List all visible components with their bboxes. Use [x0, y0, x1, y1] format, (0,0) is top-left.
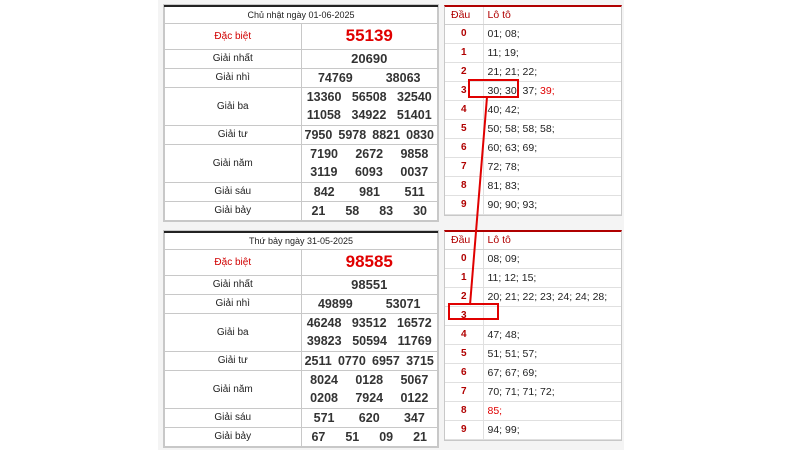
prize-label-sixth: Giải sáu: [165, 408, 302, 427]
loto-numbers: 72; 78;: [487, 160, 520, 173]
loto-numbers: 94; 99;: [487, 423, 520, 436]
third-prize-number: 13360: [306, 90, 342, 104]
loto-head-digit: 7: [445, 157, 483, 176]
fourth-prize-number: 2511: [304, 353, 332, 368]
loto-header-head: Đầu: [445, 232, 483, 249]
loto-head-digit: 9: [445, 195, 483, 214]
loto-head-digit: 6: [445, 363, 483, 382]
fifth-prize-number: 9858: [400, 147, 429, 161]
third-prize-number: 50594: [352, 334, 387, 348]
seventh-prize-number: 58: [345, 203, 360, 218]
fifth-prize-number: 0208: [310, 391, 338, 405]
prize-label-special: Đặc biệt: [165, 249, 302, 275]
fourth-prize-number: 0770: [337, 353, 366, 368]
special-prize: 55139: [301, 23, 438, 49]
fourth-prize-number: 8821: [372, 127, 401, 142]
loto-head-digit: 2: [445, 62, 483, 81]
loto-numbers: 30; 30; 37;: [487, 84, 538, 97]
loto-head-digit: 8: [445, 401, 483, 420]
loto-head-digit: 8: [445, 176, 483, 195]
loto-head-digit: 3: [445, 306, 483, 325]
loto-numbers: 67; 67; 69;: [487, 366, 538, 379]
prize-label-second: Giải nhì: [165, 68, 302, 87]
loto-numbers: 60; 63; 69;: [487, 141, 538, 154]
third-prize-number: 11769: [397, 334, 432, 348]
second-prize-number: 74769: [317, 70, 353, 85]
loto-head-digit: 5: [445, 119, 483, 138]
fourth-prize-number: 7950: [304, 127, 333, 142]
loto-header-head: Đầu: [445, 7, 483, 24]
first-prize: 20690: [301, 49, 438, 68]
loto-special-number: 39;: [540, 84, 555, 97]
loto-head-digit: 9: [445, 420, 483, 439]
third-prize-number: 11058: [306, 108, 341, 122]
fifth-prize-number: 2672: [355, 147, 384, 161]
loto-head-digit: 4: [445, 325, 483, 344]
prize-label-seventh: Giải bảy: [165, 201, 302, 220]
second-prize-number: 38063: [385, 70, 421, 85]
fifth-prize-number: 6093: [354, 165, 383, 179]
loto-numbers: 08; 09;: [487, 252, 520, 265]
third-prize-number: 16572: [397, 316, 432, 330]
loto-numbers: 01; 08;: [487, 27, 520, 40]
third-prize-number: 46248: [306, 316, 342, 330]
third-prize-number: 39823: [306, 334, 342, 348]
prize-label-sixth: Giải sáu: [165, 182, 302, 201]
first-prize: 98551: [301, 275, 438, 294]
fifth-prize-number: 7924: [355, 391, 384, 405]
prize-label-seventh: Giải bảy: [165, 427, 302, 446]
fifth-prize-number: 0037: [400, 165, 429, 179]
loto-numbers: 20; 21; 22; 23; 24; 24; 28;: [487, 290, 608, 303]
loto-head-digit: 0: [445, 249, 483, 268]
seventh-prize-number: 51: [345, 429, 360, 444]
seventh-prize-number: 67: [311, 429, 326, 444]
loto-head-digit: 6: [445, 138, 483, 157]
special-prize: 98585: [301, 249, 438, 275]
loto-header-numbers: Lô tô: [483, 7, 621, 24]
loto-special-number: 85;: [487, 404, 503, 417]
connector-line: [470, 97, 487, 305]
sixth-prize-number: 981: [359, 184, 381, 199]
prize-label-fourth: Giải tư: [165, 351, 302, 370]
loto-head-digit: 3: [445, 81, 483, 100]
fifth-prize-number: 3119: [310, 165, 338, 179]
loto-head-digit: 0: [445, 24, 483, 43]
third-prize-number: 93512: [351, 316, 387, 330]
seventh-prize-number: 30: [413, 203, 428, 218]
prize-label-first: Giải nhất: [165, 49, 302, 68]
loto-head-digit: 1: [445, 268, 483, 287]
second-prize-number: 53071: [385, 296, 421, 311]
prize-label-second: Giải nhì: [165, 294, 302, 313]
third-prize-number: 51401: [396, 108, 432, 122]
third-prize-number: 56508: [351, 90, 387, 104]
seventh-prize-number: 21: [311, 203, 326, 218]
third-prize-number: 32540: [397, 90, 432, 104]
loto-header-numbers: Lô tô: [483, 232, 621, 249]
loto-numbers: 70; 71; 71; 72;: [487, 385, 555, 398]
loto-head-digit: 5: [445, 344, 483, 363]
loto-numbers: 50; 58; 58; 58;: [487, 122, 555, 135]
loto-numbers: 51; 51; 57;: [487, 347, 538, 360]
prize-label-fifth: Giải năm: [165, 370, 302, 408]
loto-numbers: 11; 12; 15;: [487, 271, 537, 284]
sixth-prize-number: 571: [313, 410, 335, 425]
loto-head-digit: 4: [445, 100, 483, 119]
prize-label-fifth: Giải năm: [165, 144, 302, 182]
fifth-prize-number: 5067: [400, 373, 429, 387]
sixth-prize-number: 511: [404, 184, 425, 199]
sixth-prize-number: 347: [403, 410, 425, 425]
seventh-prize-number: 21: [413, 429, 428, 444]
draw-date: Thứ bảy ngày 31-05-2025: [165, 232, 438, 249]
prize-label-third: Giải ba: [165, 313, 302, 351]
loto-numbers: 90; 90; 93;: [487, 198, 538, 211]
loto-numbers: 40; 42;: [487, 103, 520, 116]
fifth-prize-number: 0128: [355, 373, 384, 387]
loto-numbers: 11; 19;: [487, 46, 519, 59]
prize-label-third: Giải ba: [165, 87, 302, 125]
fourth-prize-number: 3715: [406, 353, 434, 368]
seventh-prize-number: 09: [379, 429, 394, 444]
loto-head-digit: 2: [445, 287, 483, 306]
third-prize-number: 34922: [351, 108, 387, 122]
fifth-prize-number: 7190: [310, 147, 338, 161]
loto-numbers: 81; 83;: [487, 179, 520, 192]
loto-head-digit: 7: [445, 382, 483, 401]
prize-label-fourth: Giải tư: [165, 125, 302, 144]
loto-numbers: 21; 21; 22;: [487, 65, 538, 78]
draw-date: Chủ nhật ngày 01-06-2025: [165, 6, 438, 23]
fourth-prize-number: 0830: [406, 127, 434, 142]
prize-label-special: Đặc biệt: [165, 23, 302, 49]
seventh-prize-number: 83: [379, 203, 394, 218]
fourth-prize-number: 6957: [372, 353, 400, 368]
sixth-prize-number: 842: [313, 184, 335, 199]
fifth-prize-number: 0122: [400, 391, 429, 405]
second-prize-number: 49899: [317, 296, 353, 311]
loto-head-digit: 1: [445, 43, 483, 62]
fourth-prize-number: 5978: [338, 127, 367, 142]
sixth-prize-number: 620: [358, 410, 380, 425]
prize-label-first: Giải nhất: [165, 275, 302, 294]
loto-numbers: 47; 48;: [487, 328, 520, 341]
fifth-prize-number: 8024: [310, 373, 338, 387]
